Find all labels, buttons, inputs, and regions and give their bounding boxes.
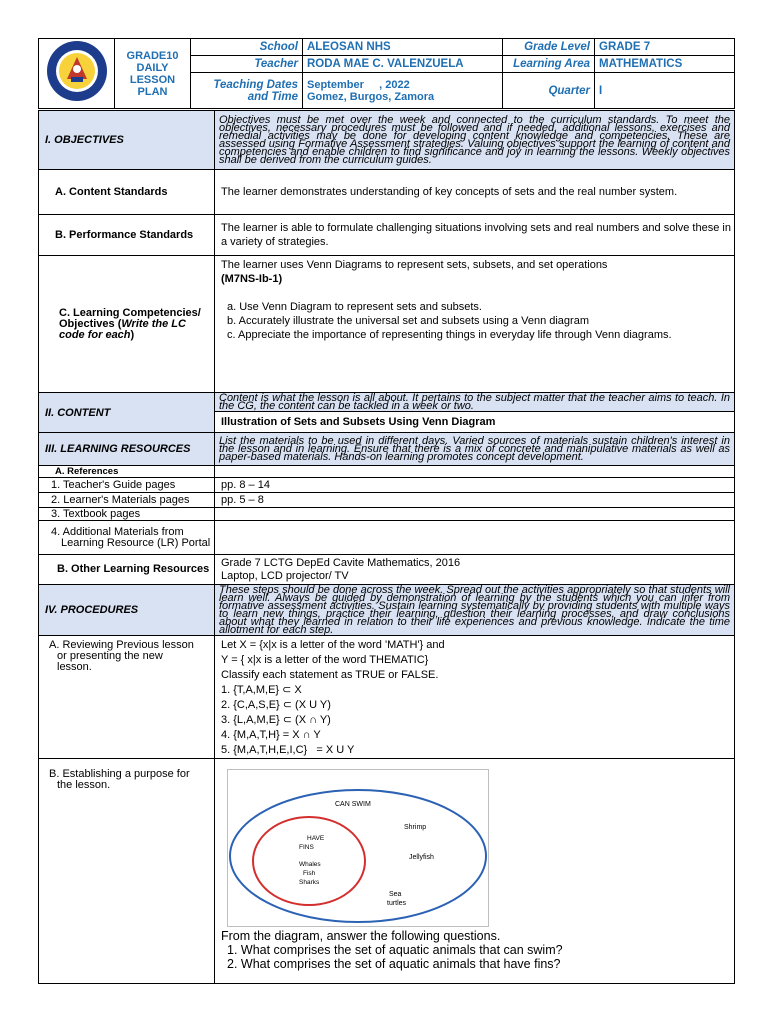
other-resource-line: Laptop, LCD projector/ TV: [221, 569, 349, 582]
additional-materials-value: [215, 521, 735, 555]
venn-outer-item: Jellyfish: [409, 854, 434, 861]
grade-line: PLAN: [137, 85, 168, 98]
purpose-question: 1. What comprises the set of aquatic animals that can swim?: [227, 943, 563, 957]
performance-standards-label: B. Performance Standards: [39, 215, 215, 256]
objective-c: c. Appreciate the importance of representing things in everyday life through Venn diagrams.: [227, 329, 672, 341]
lm-value: pp. 5 – 8: [215, 493, 735, 508]
quarter-value: I: [595, 73, 735, 109]
venn-outer-item: Sea: [389, 891, 402, 898]
competencies-value: [215, 256, 735, 393]
grade-line: GRADE10: [126, 49, 179, 62]
quarter-label: Quarter: [503, 73, 595, 109]
teaching-dates-value-line: September , 2022: [307, 78, 410, 91]
other-resources-value: [215, 555, 735, 585]
teaching-dates-label: [191, 73, 303, 109]
lesson-plan-table: [38, 110, 735, 984]
tg-label: 1. Teacher's Guide pages: [39, 478, 215, 493]
venn-outer-item: turtles: [387, 900, 407, 907]
performance-standards-value: The learner is able to formulate challenging situations involving sets and real numbers and solve these in a variety of strategies.: [215, 215, 735, 256]
school-label: School: [191, 39, 303, 56]
competencies-label-part: ): [130, 328, 135, 341]
review-line: 2. {C,A,S,E} ⊂ (X U Y): [221, 699, 331, 711]
deped-logo: [39, 39, 115, 109]
teaching-dates-value: [303, 73, 503, 109]
other-resource-line: Grade 7 LCTG DepEd Cavite Mathematics, 2016: [221, 556, 461, 569]
review-line: 4. {M,A,T,H} = X ∩ Y: [221, 729, 321, 741]
review-line: 5. {M,A,T,H,E,I,C} = X U Y: [221, 744, 355, 756]
competencies-label-part: Objectives (: [59, 317, 122, 330]
review-line: Let X = {x|x is a letter of the word 'MATH'} and: [221, 639, 445, 651]
competencies-label-italic: Write the LC code for each: [59, 317, 186, 341]
teaching-dates-value-line: Gomez, Burgos, Zamora: [307, 90, 435, 103]
lm-label: 2. Learner's Materials pages: [39, 493, 215, 508]
content-title: Illustration of Sets and Subsets Using Venn Diagram: [215, 412, 735, 433]
venn-inner-item: Fish: [303, 870, 316, 877]
venn-outer-label: CAN SWIM: [335, 801, 371, 808]
resources-label-text: III. LEARNING RESOURCES: [45, 443, 191, 455]
procedures-note: These steps should be done across the week. Spread out the activities appropriately so that students will learn well. Always be guided by demonstration of learning by the students which you can infer from formative assessment activities. Sustain learning systematically by providing students with multiple ways to learn new things, practice their learning, question their learning processes, and draw conclusions about what they learned in relation to their life experiences and previous knowledge. Indicate the time allotment for each step.: [215, 585, 735, 636]
content-standards-label: A. Content Standards: [39, 170, 215, 215]
teaching-dates-label-line: Teaching Dates: [213, 78, 298, 91]
venn-inner-label: HAVE: [307, 835, 325, 842]
grade-level-label: Grade Level: [503, 39, 595, 56]
review-line: Y = { x|x is a letter of the word THEMATIC}: [221, 654, 429, 666]
purpose-prompt: From the diagram, answer the following questions.: [221, 929, 501, 943]
venn-outer-item: Shrimp: [404, 824, 427, 831]
tg-value: pp. 8 – 14: [215, 478, 735, 493]
venn-inner-item: Sharks: [299, 879, 320, 886]
teaching-dates-label-line: and Time: [247, 90, 298, 103]
other-resources-label: B. Other Learning Resources: [39, 555, 215, 585]
review-line: Classify each statement as TRUE or FALSE.: [221, 669, 439, 681]
objective-a: a. Use Venn Diagram to represent sets and subsets.: [227, 301, 482, 313]
content-label: II. CONTENT: [39, 393, 215, 433]
objectives-label: I. OBJECTIVES: [39, 111, 215, 170]
grade-line: LESSON: [129, 73, 176, 86]
review-lesson-value: [215, 636, 735, 759]
competencies-label-part: C. Learning Competencies/: [59, 306, 201, 319]
content-standards-value: The learner demonstrates understanding of key concepts of sets and the real number system.: [215, 170, 735, 215]
venn-diagram: [215, 759, 734, 929]
purpose-value: [215, 759, 735, 984]
header-table: [38, 38, 735, 109]
review-line: 3. {L,A,M,E} ⊂ (X ∩ Y): [221, 714, 331, 726]
venn-inner-item: Whales: [299, 861, 321, 868]
purpose-question: 2. What comprises the set of aquatic animals that have fins?: [227, 957, 561, 971]
grade-line: DAILY: [136, 61, 169, 74]
competency-code: (M7NS-Ib-1): [221, 273, 283, 285]
textbook-label: 3. Textbook pages: [39, 508, 215, 521]
competencies-label: [39, 256, 215, 393]
venn-diagram-svg: [227, 769, 489, 927]
resources-label: [39, 433, 215, 466]
grade-level-value: GRADE 7: [595, 39, 735, 56]
purpose-text: [215, 929, 734, 971]
textbook-value: [215, 508, 735, 521]
competency-text: The learner uses Venn Diagrams to represent sets, subsets, and set operations: [221, 259, 608, 271]
teacher-label: Teacher: [191, 56, 303, 73]
school-value: ALEOSAN NHS: [303, 39, 503, 56]
procedures-label: IV. PROCEDURES: [39, 585, 215, 636]
additional-materials-label: 4. Additional Materials from Learning Resource (LR) Portal: [39, 521, 215, 555]
grade-title: [115, 39, 191, 109]
purpose-label: B. Establishing a purpose for the lesson.: [39, 759, 215, 984]
objectives-note: Objectives must be met over the week and connected to the curriculum standards. To meet the objectives, necessary procedures must be followed and if needed, additional lessons, exercises and remedial activities may be done for developing content knowledge and competencies. These are assessed using Formative Assessment strategies. Valuing objectives support the learning of content and competencies and enable children to find significance and joy in learning the lessons. Weekly objectives shall be derived from the curriculum guides.: [215, 111, 735, 170]
review-lesson-label: A. Reviewing Previous lesson or presenting the new lesson.: [39, 636, 215, 759]
learning-area-value: MATHEMATICS: [595, 56, 735, 73]
resources-note: List the materials to be used in different days. Varied sources of materials sustain children's interest in the lesson and in learning. Ensure that there is a mix of concrete and manipulative materials as well as paper-based materials. Hands-on learning promotes concept development.: [215, 433, 735, 466]
learning-area-label: Learning Area: [503, 56, 595, 73]
references-label: A. References: [39, 466, 215, 478]
references-value: [215, 466, 735, 478]
content-note: Content is what the lesson is all about. It pertains to the subject matter that the teacher aims to teach. In the CG, the content can be tackled in a week or two.: [215, 393, 735, 412]
objective-b: b. Accurately illustrate the universal set and subsets using a Venn diagram: [227, 315, 589, 327]
deped-seal-icon: [45, 39, 109, 103]
venn-inner-label: FINS: [299, 844, 314, 851]
review-line: 1. {T,A,M,E} ⊂ X: [221, 684, 302, 696]
teacher-value: RODA MAE C. VALENZUELA: [303, 56, 503, 73]
